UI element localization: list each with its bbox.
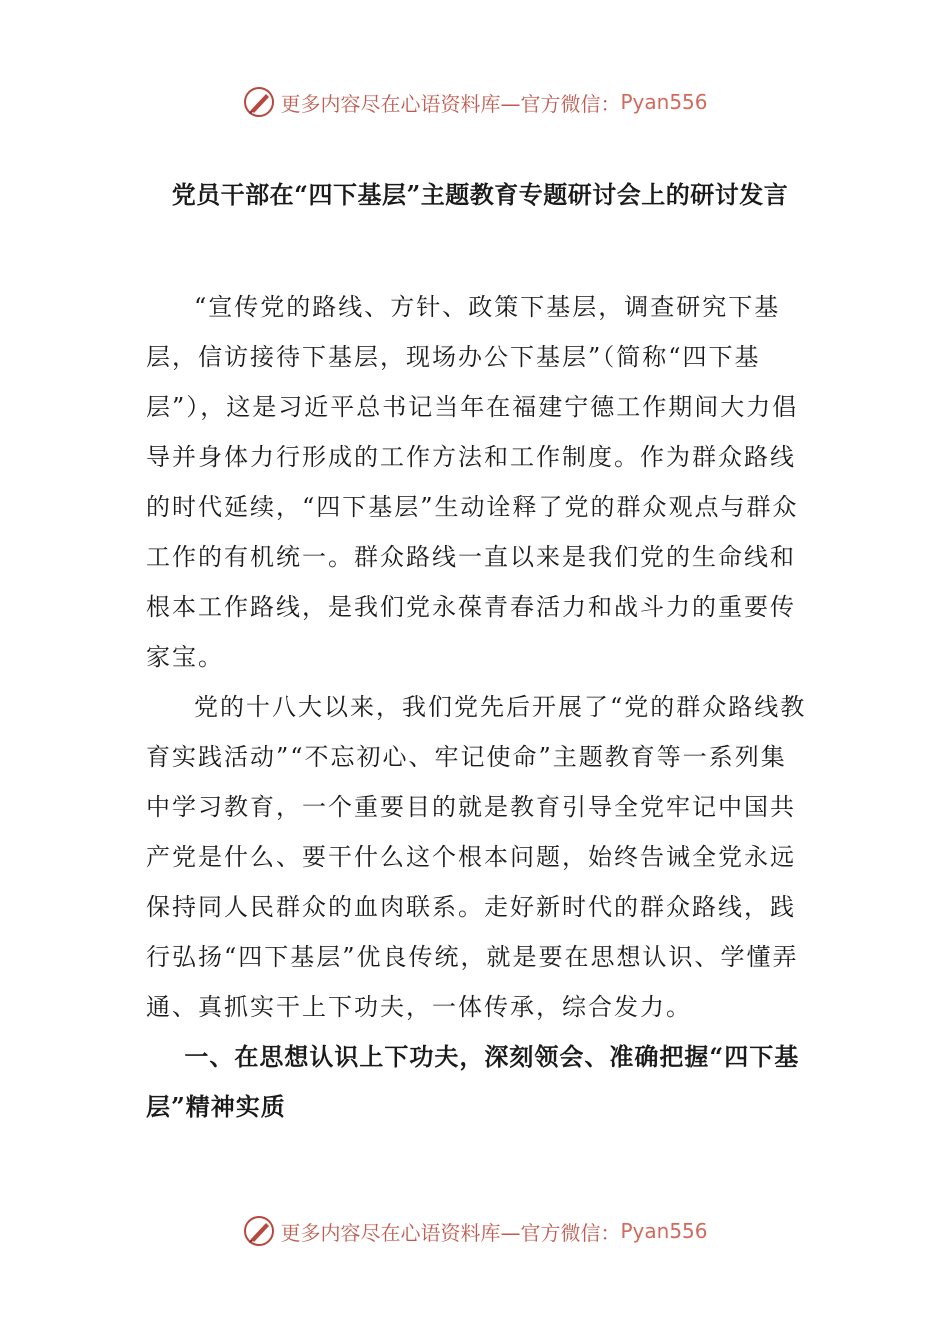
banner-wechat-id: Pyan556: [620, 90, 708, 114]
banner-text: 更多内容尽在心语资料库—官方微信：: [280, 91, 621, 116]
document-title: 党员干部在“四下基层”主题教育专题研讨会上的研讨发言: [171, 180, 789, 209]
document-body: [146, 282, 810, 1132]
banner-wechat-id: Pyan556: [620, 1219, 708, 1243]
pen-logo-icon: [242, 1214, 276, 1248]
section-heading: 一、在思想认识上下功夫，深刻领会、准确把握“四下基层”精神实质: [146, 1042, 800, 1121]
pen-logo-icon: [242, 85, 276, 119]
banner-text: 更多内容尽在心语资料库—官方微信：: [280, 1220, 621, 1245]
header-watermark: [0, 82, 950, 122]
footer-watermark: [0, 1211, 950, 1251]
paragraph: “宣传党的路线、方针、政策下基层，调查研究下基层，信访接待下基层，现场办公下基层”（简称“四下基层”），这是习近平总书记当年在福建宁德工作期间大力倡导并身体力行形成的工作方法和工作制度。作为群众路线的时代延续，“四下基层”生动诠释了党的群众观点与群众工作的有机统一。群众路线一直以来是我们党的生命线和根本工作路线，是我们党永葆青春活力和战斗力的重要传家宝。: [146, 293, 799, 671]
paragraph: 党的十八大以来，我们党先后开展了“党的群众路线教育实践活动”“不忘初心、牢记使命”主题教育等一系列集中学习教育，一个重要目的就是教育引导全党牢记中国共产党是什么、要干什么这个根本问题，始终告诫全党永远保持同人民群众的血肉联系。走好新时代的群众路线，践行弘扬“四下基层”优良传统，就是要在思想认识、学懂弄通、真抓实干上下功夫，一体传承，综合发力。: [146, 693, 807, 1021]
